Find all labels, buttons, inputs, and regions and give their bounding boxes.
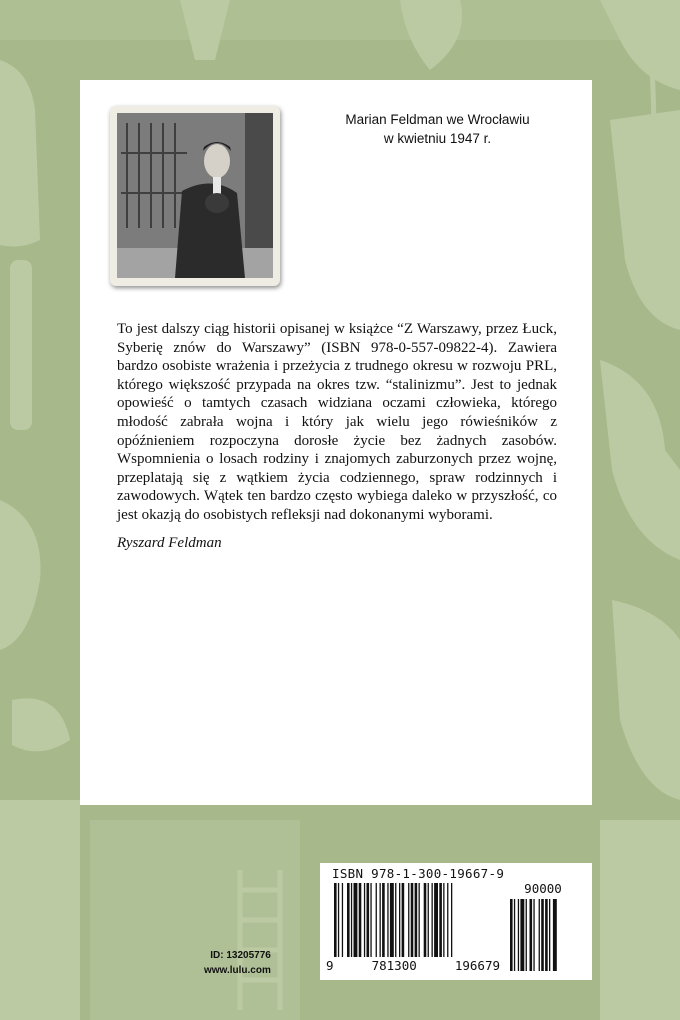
book-description: To jest dalszy ciąg historii opisanej w książce “Z Warszawy, przez Łuck, Syberię znów do Warszawy” (ISBN 978-0-557-09822-4). Zawiera bardzo osobiste wrażenia i przeżycia z trudnego okresu w rozwoju PRL, którego większość przypada na okres tzw. “stalinizmu”. Jest to jednak opowieść o tamtych czasach widziana oczami człowieka, którego młodość zabrała wojna i który jak wielu jego rówieśników z opóźnieniem rozpoczyna dorosłe życie bez żadnych zasobów. Wspomnienia o losach rodziny i znajomych zaburzonych przez wojnę, przeplatają się z wątkiem życia codziennego, spraw rodzinnych i zawodowych. Wątek ten bardzo często wybiega daleko w przyszłość, co jest okazją do osobistych refleksji nad dokonanymi wyborami. <box>117 321 557 523</box>
caption-line-2: w kwietniu 1947 r. <box>383 131 492 146</box>
isbn-label: ISBN 978-1-300-19667-9 <box>332 866 505 881</box>
barcode-digit-group-3: 196679 <box>454 958 500 973</box>
barcode-area <box>320 863 592 980</box>
photo-frame <box>110 106 280 286</box>
publisher-url: www.lulu.com <box>204 965 271 976</box>
caption-line-1: Marian Feldman we Wrocławiu <box>345 112 530 127</box>
photo-caption <box>320 110 555 148</box>
price-code: 90000 <box>524 881 562 896</box>
publisher-info <box>204 948 271 978</box>
barcode-digit-group-1: 9 <box>326 958 334 973</box>
barcode-digit-group-2: 781300 <box>371 958 417 973</box>
author-signature: Ryszard Feldman <box>117 535 222 551</box>
barcode-digits <box>326 958 500 973</box>
back-cover-panel <box>80 80 592 805</box>
author-photo <box>117 113 273 278</box>
publisher-id: ID: 13205776 <box>210 950 271 961</box>
